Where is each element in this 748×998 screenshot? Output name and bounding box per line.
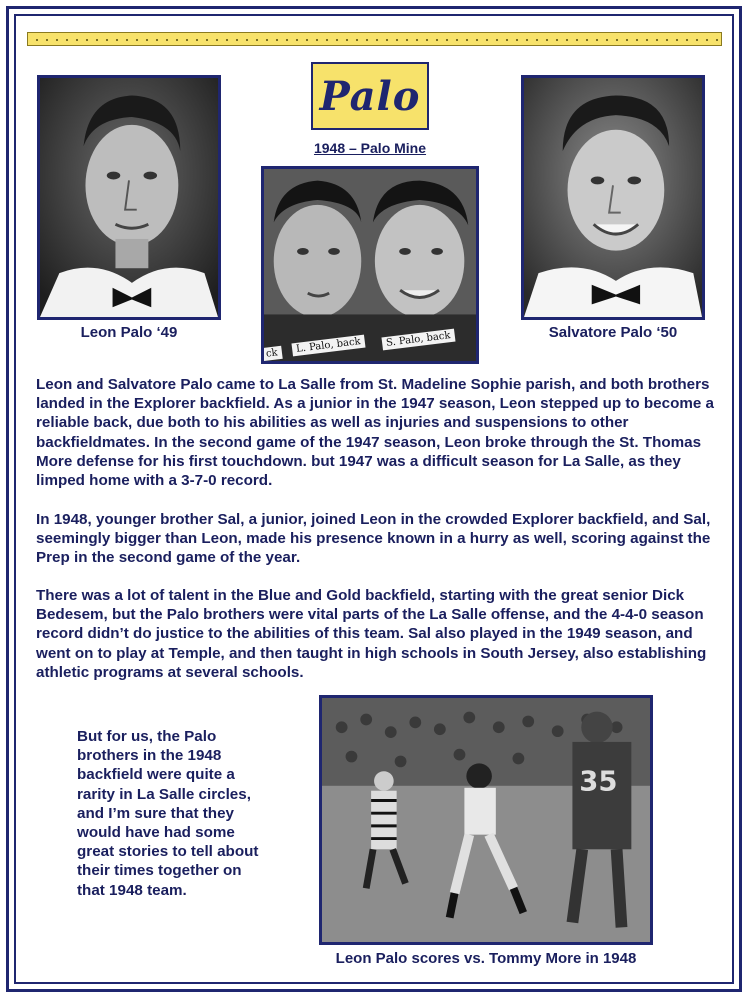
paragraph-1: Leon and Salvatore Palo came to La Salle from St. Madeline Sophie parish, and both brothers landed in the Explorer backfield. As a junior in the 1947 season, Leon stepped up to become a reliable back, due both to his abilities as well as injuries and suspensions to other backfieldmates. In the second game of the 1947 season, Leon broke through the St. Thomas More defense for his first touchdown. but 1947 was a difficult season for La Salle, as they limped home with a 3-7-0 record. [36, 376, 714, 490]
paragraph-3: There was a lot of talent in the Blue and Gold backfield, starting with the great senior Dick Bedesem, but the Palo brothers were vital parts of the La Salle offense, and the 4-4-0 season record didn’t do justice to the abilities of this team. Sal also played in the 1949 season, and went on to play at Temple, and then taught in high schools in South Jersey, also establishing athletic programs at several schools. [36, 587, 707, 681]
closing-paragraph: But for us, the Palo brothers in the 1948 backfield were quite a rarity in La Salle circles, and I’m sure that they would have had some great stories to tell about their times together on that 1948 team. [77, 728, 259, 899]
salvatore-caption: Salvatore Palo ‘50 [548, 324, 678, 341]
page-subtitle: 1948 – Palo Mine [313, 140, 427, 156]
leon-caption: Leon Palo ‘49 [80, 324, 178, 341]
salvatore-portrait-photo [521, 75, 705, 320]
tag-sal: S. Palo, back [381, 329, 455, 351]
tag-leon: L. Palo, back [291, 335, 365, 357]
palo-logo [311, 62, 429, 130]
action-caption: Leon Palo scores vs. Tommy More in 1948 [335, 950, 637, 967]
leon-portrait-photo [37, 75, 221, 320]
game-action-photo [319, 695, 653, 945]
svg-text:35: 35 [579, 766, 618, 798]
logo-text: Palo [319, 72, 421, 120]
brothers-team-photo [261, 166, 479, 364]
paragraph-2: In 1948, younger brother Sal, a junior, joined Leon in the crowded Explorer backfield, and Sal, seemingly bigger than Leon, made his presence known in a hurry as well, scoring against the Prep in the second game of the year. [36, 511, 711, 567]
tag-edge: ck [261, 346, 282, 361]
decorative-gold-bar [27, 32, 722, 46]
